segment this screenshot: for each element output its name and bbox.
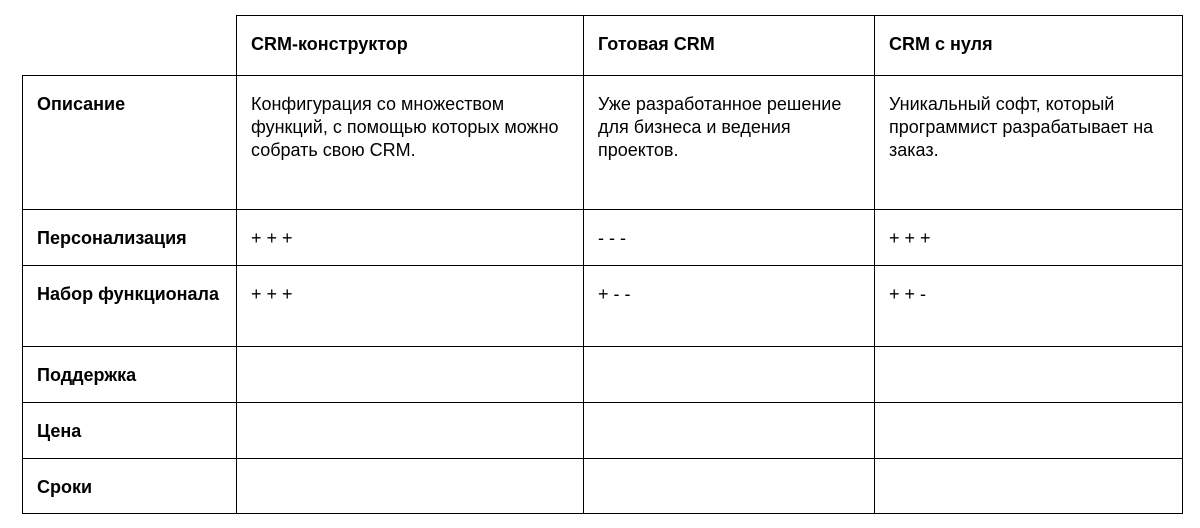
corner-cell (23, 16, 237, 76)
table-cell: + + + (237, 210, 584, 266)
table-row (23, 76, 1183, 210)
row-label-functionality: Набор функционала (23, 266, 237, 347)
row-label-personalization: Персонализация (23, 210, 237, 266)
table-cell (875, 459, 1183, 514)
table-row (23, 210, 1183, 266)
table-cell: + - - (584, 266, 875, 347)
row-label-price: Цена (23, 403, 237, 459)
table-cell (584, 459, 875, 514)
table-row (23, 403, 1183, 459)
column-header-ready-crm: Готовая CRM (584, 16, 875, 76)
table-cell: Конфигурация со множеством функций, с помощью которых можно собрать свою CRM. (237, 76, 584, 210)
table-row (23, 459, 1183, 514)
table-cell: - - - (584, 210, 875, 266)
table-cell (584, 403, 875, 459)
row-label-description: Описание (23, 76, 237, 210)
table-cell (584, 347, 875, 403)
row-label-timeline: Сроки (23, 459, 237, 514)
table-cell: Уже разработанное решение для бизнеса и ведения проектов. (584, 76, 875, 210)
table-cell: Уникальный софт, который программист разрабатывает на заказ. (875, 76, 1183, 210)
table-cell: + + - (875, 266, 1183, 347)
table-cell (875, 403, 1183, 459)
column-header-crm-constructor: CRM-конструктор (237, 16, 584, 76)
table-row (23, 347, 1183, 403)
table-cell (875, 347, 1183, 403)
header-row (23, 16, 1183, 76)
table-cell: + + + (875, 210, 1183, 266)
table-row (23, 266, 1183, 347)
table-cell (237, 347, 584, 403)
table-cell (237, 459, 584, 514)
comparison-table (22, 15, 1183, 514)
table-cell (237, 403, 584, 459)
row-label-support: Поддержка (23, 347, 237, 403)
column-header-custom-crm: CRM с нуля (875, 16, 1183, 76)
table-cell: + + + (237, 266, 584, 347)
